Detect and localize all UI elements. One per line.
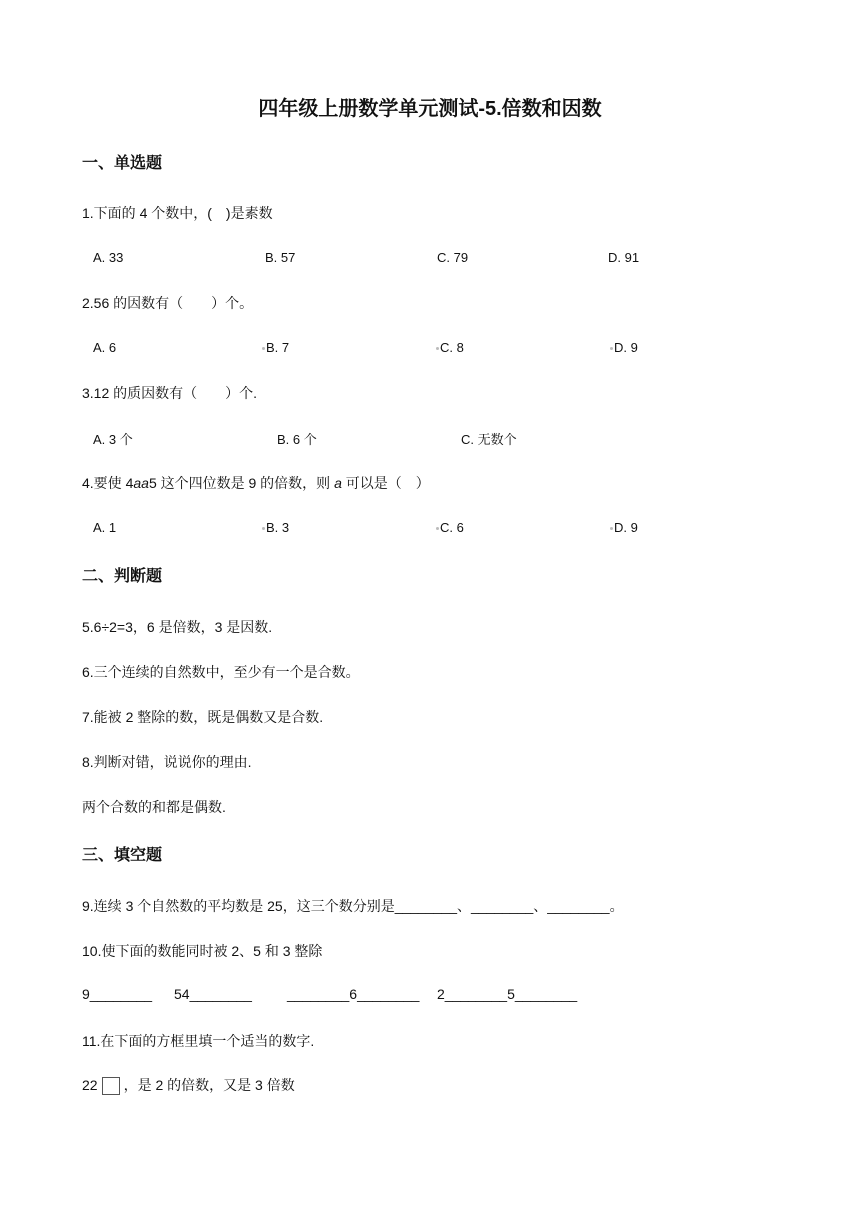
- bullet-dot-icon: [436, 347, 439, 350]
- q10-blank-4: 2________5________: [437, 986, 578, 1002]
- q3-option-b: B. 6 个: [277, 432, 317, 447]
- question-11-statement: 22 ，是 2 的倍数，又是 3 倍数: [82, 1075, 295, 1095]
- q10-blank-3: ________6________: [287, 986, 420, 1002]
- bullet-dot-icon: [610, 347, 613, 350]
- q2-option-d: D. 9: [610, 340, 638, 355]
- q4-option-b: B. 3: [262, 520, 289, 535]
- question-2: 2.56 的因数有（ ）个。: [82, 295, 254, 311]
- section-heading-fill-blank: 三、填空题: [82, 847, 163, 864]
- question-10: 10.使下面的数能同时被 2、5 和 3 整除: [82, 943, 323, 959]
- question-1: 1.下面的 4 个数中，( )是素数: [82, 205, 273, 221]
- q2-option-b: B. 7: [262, 340, 289, 355]
- q1-option-c: C. 79: [437, 250, 469, 265]
- bullet-dot-icon: [262, 347, 265, 350]
- q10-blank-1: 9________: [82, 986, 153, 1002]
- question-5: 5.6÷2=3，6 是倍数，3 是因数.: [82, 619, 273, 635]
- bullet-dot-icon: [610, 527, 613, 530]
- question-9: 9.连续 3 个自然数的平均数是 25，这三个数分别是________、________、________。: [82, 898, 624, 914]
- section-heading-true-false: 二、判断题: [82, 568, 163, 585]
- question-6: 6.三个连续的自然数中，至少有一个是合数。: [82, 664, 360, 680]
- question-7: 7.能被 2 整除的数，既是偶数又是合数.: [82, 709, 324, 725]
- bullet-dot-icon: [436, 527, 439, 530]
- q3-option-a: A. 3 个: [93, 432, 133, 447]
- q1-option-a: A. 33: [93, 250, 124, 265]
- q1-option-d: D. 91: [608, 250, 640, 265]
- q2-option-a: A. 6: [93, 340, 117, 355]
- question-8: 8.判断对错，说说你的理由.: [82, 754, 252, 770]
- section-heading-single-choice: 一、单选题: [82, 155, 163, 172]
- page-title: 四年级上册数学单元测试-5.倍数和因数: [258, 98, 602, 120]
- q4-option-c: C. 6: [436, 520, 464, 535]
- question-3: 3.12 的质因数有（ ）个.: [82, 385, 258, 401]
- question-4: 4.要使 4aa5 这个四位数是 9 的倍数，则 a 可以是（ ）: [82, 475, 430, 491]
- question-8-statement: 两个合数的和都是偶数.: [82, 799, 226, 815]
- question-11: 11.在下面的方框里填一个适当的数字.: [82, 1033, 315, 1049]
- q10-blank-2: 54________: [174, 986, 252, 1002]
- q4-option-d: D. 9: [610, 520, 638, 535]
- bullet-dot-icon: [262, 527, 265, 530]
- answer-box[interactable]: [102, 1077, 120, 1095]
- q4-option-a: A. 1: [93, 520, 117, 535]
- q3-option-c: C. 无数个: [461, 432, 517, 447]
- q2-option-c: C. 8: [436, 340, 464, 355]
- q1-option-b: B. 57: [265, 250, 296, 265]
